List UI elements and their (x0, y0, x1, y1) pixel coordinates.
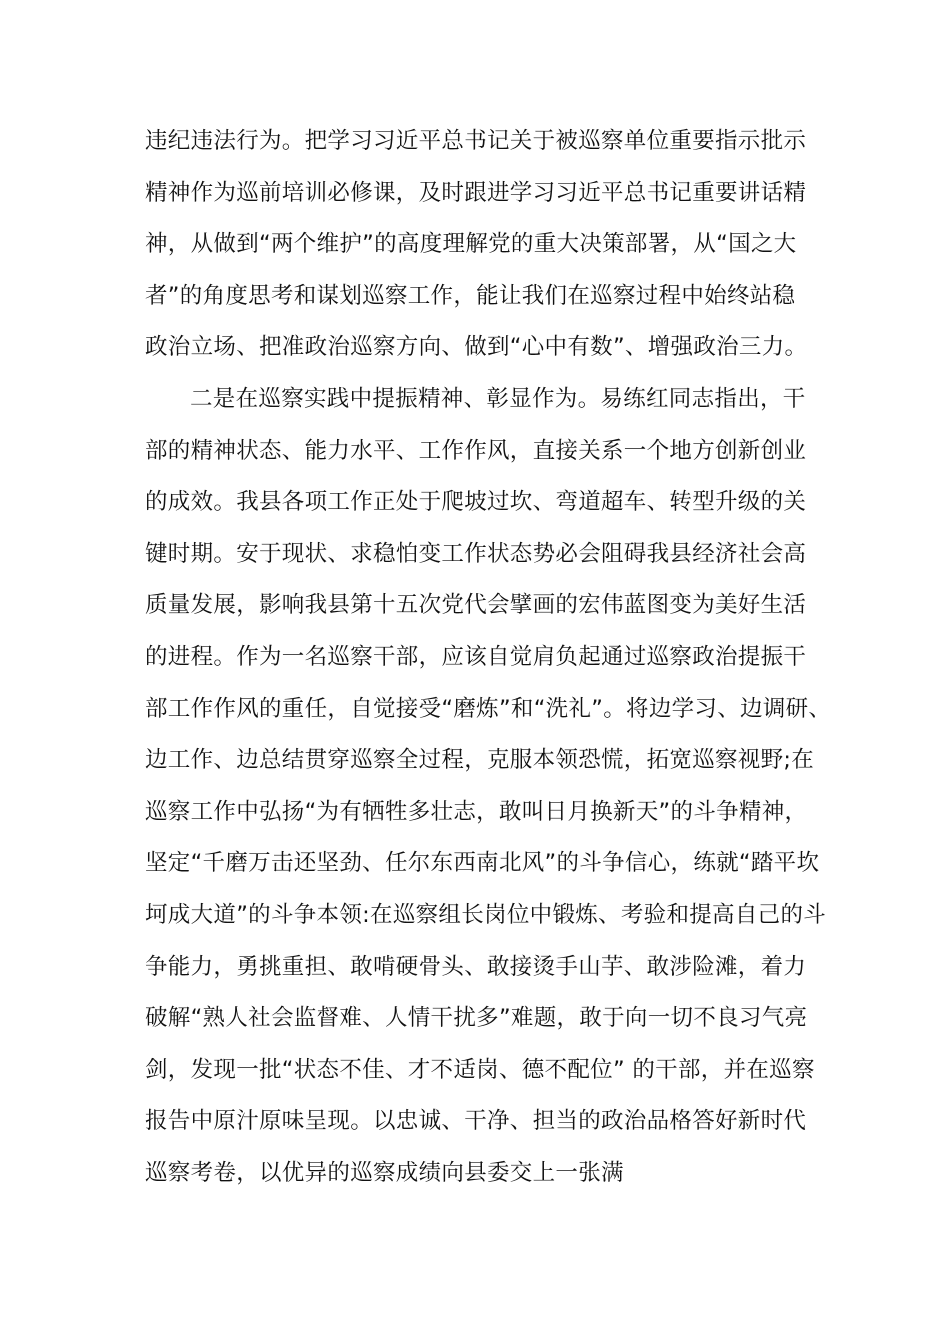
text-line: 破解“熟人社会监督难、人情干扰多”难题，敢于向一切不良习气亮 (145, 1005, 808, 1032)
text-line: 部的精神状态、能力水平、工作作风，直接关系一个地方创新创业 (145, 437, 807, 464)
text-line: 部工作作风的重任，自觉接受“磨炼”和“洗礼”。将边学习、边调研、 (145, 695, 832, 722)
text-line: 坚定“千磨万击还坚劲、任尔东西南北风”的斗争信心，练就“踏平坎 (145, 850, 820, 877)
text-line: 精神作为巡前培训必修课，及时跟进学习习近平总书记重要讲话精 (145, 179, 807, 206)
text-line: 报告中原汁原味呈现。以忠诚、干净、担当的政治品格答好新时代 (145, 1108, 807, 1135)
text-line: 剑，发现一批“状态不佳、才不适岗、德不配位” 的干部，并在巡察 (145, 1056, 815, 1083)
text-line: 坷成大道”的斗争本领:在巡察组长岗位中锻炼、考验和提高自己的斗 (145, 901, 827, 928)
text-line: 的进程。作为一名巡察干部，应该自觉肩负起通过巡察政治提振干 (145, 643, 807, 670)
text-line: 巡察工作中弘扬“为有牺牲多壮志，敢叫日月换新天”的斗争精神， (145, 798, 808, 825)
text-line: 政治立场、把准政治巡察方向、做到“心中有数”、增强政治三力。 (145, 334, 808, 361)
text-line: 边工作、边总结贯穿巡察全过程，克服本领恐慌，拓宽巡察视野;在 (145, 747, 815, 774)
text-line: 违纪违法行为。把学习习近平总书记关于被巡察单位重要指示批示 (145, 128, 807, 154)
document-body (145, 116, 832, 1199)
text-line: 质量发展，影响我县第十五次党代会擘画的宏伟蓝图变为美好生活 (145, 592, 807, 619)
text-line: 巡察考卷，以优异的巡察成绩向县委交上一张满 (145, 1159, 624, 1186)
text-line: 键时期。安于现状、求稳怕变工作状态势必会阻碍我县经济社会高 (145, 540, 807, 567)
text-line: 神，从做到“两个维护”的高度理解党的重大决策部署，从“国之大 (145, 231, 797, 258)
text-line: 者”的角度思考和谋划巡察工作，能让我们在巡察过程中始终站稳 (145, 282, 796, 309)
text-line: 争能力，勇挑重担、敢啃硬骨头、敢接烫手山芋、敢涉险滩，着力 (145, 953, 807, 980)
text-line: 的成效。我县各项工作正处于爬坡过坎、弯道超车、转型升级的关 (145, 489, 807, 516)
paragraph-start-line: 二是在巡察实践中提振精神、彰显作为。易练红同志指出，干 (190, 385, 806, 412)
